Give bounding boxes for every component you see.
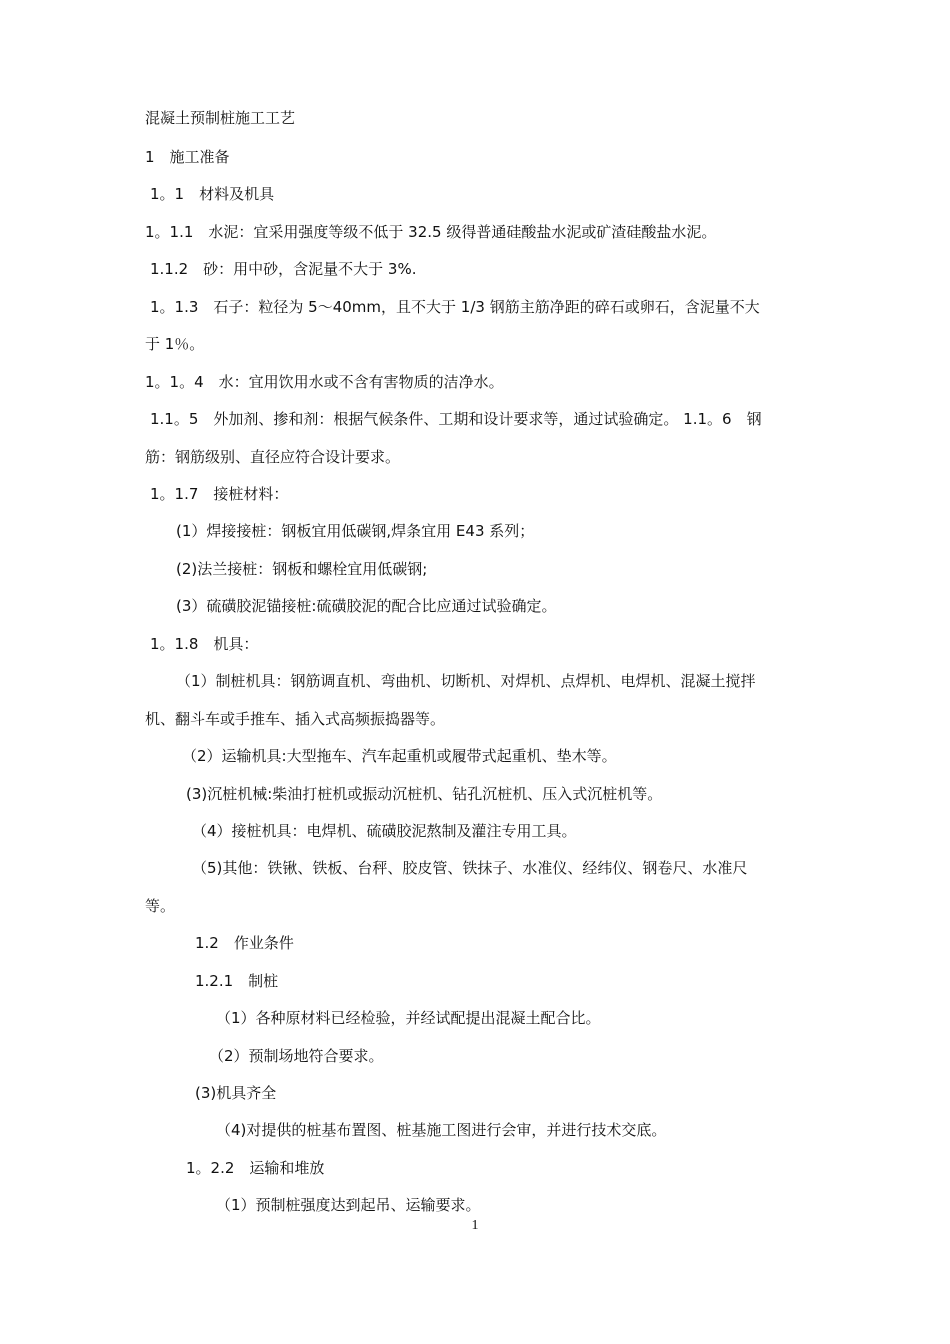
list-item: （1）预制桩强度达到起吊、运输要求。: [216, 1196, 481, 1214]
subsection-heading: 1。2.2 运输和堆放: [186, 1159, 325, 1177]
list-item: (3）硫磺胶泥锚接桩:硫磺胶泥的配合比应通过试验确定。: [176, 597, 557, 615]
paragraph-line: 筋：钢筋级别、直径应符合设计要求。: [145, 448, 401, 466]
list-item: （1）制桩机具：钢筋调直机、弯曲机、切断机、对焊机、点焊机、电焊机、混凝土搅拌: [176, 672, 756, 690]
paragraph-line: 1.1.2 砂：用中砂，含泥量不大于 3%.: [150, 260, 417, 278]
list-item: (3)沉桩机械:柴油打桩机或振动沉桩机、钻孔沉桩机、压入式沉桩机等。: [186, 785, 663, 803]
paragraph-line: 1.1。5 外加剂、掺和剂：根据气候条件、工期和设计要求等，通过试验确定。 1.1。6 钢: [150, 410, 762, 428]
list-item: （2）运输机具:大型拖车、汽车起重机或履带式起重机、垫木等。: [182, 747, 617, 765]
paragraph-line: 1。1.1 水泥：宜采用强度等级不低于 32.5 级得普通硅酸盐水泥或矿渣硅酸盐水泥。: [145, 223, 717, 241]
document-title: 混凝土预制桩施工工艺: [145, 109, 296, 127]
paragraph-line: 1。1。4 水：宜用饮用水或不含有害物质的洁净水。: [145, 373, 504, 391]
subsection-heading: 1。1 材料及机具: [150, 185, 275, 203]
paragraph-line: 1。1.8 机具：: [150, 635, 259, 653]
list-item: （2）预制场地符合要求。: [209, 1047, 384, 1065]
page-number: 1: [471, 1218, 479, 1233]
list-item: (1）焊接接桩：钢板宜用低碳钢,焊条宜用 E43 系列；: [176, 522, 535, 540]
paragraph-line: 1。1.7 接桩材料：: [150, 485, 289, 503]
list-item: (2)法兰接桩：钢板和螺栓宜用低碳钢;: [176, 560, 428, 578]
paragraph-line: 1。1.3 石子：粒径为 5～40mm，且不大于 1/3 钢筋主筋净距的碎石或卵石，含泥量不大: [150, 298, 760, 316]
paragraph-line: 等。: [145, 897, 176, 915]
list-item: （1）各种原材料已经检验，并经试配提出混凝土配合比。: [216, 1009, 601, 1027]
paragraph-line: 机、翻斗车或手推车、插入式高频振捣器等。: [145, 710, 446, 728]
subsection-heading: 1.2 作业条件: [195, 934, 294, 952]
list-item: （4）接桩机具：电焊机、硫磺胶泥熬制及灌注专用工具。: [192, 822, 577, 840]
list-item: (3)机具齐全: [195, 1084, 277, 1102]
subsection-heading: 1.2.1 制桩: [195, 972, 279, 990]
list-item: （5)其他：铁锹、铁板、台秤、胶皮管、铁抹子、水准仪、经纬仪、钢卷尺、水准尺: [192, 859, 748, 877]
list-item: （4)对提供的桩基布置图、桩基施工图进行会审，并进行技术交底。: [216, 1121, 667, 1139]
paragraph-line: 于 1％。: [145, 335, 205, 353]
section-heading: 1 施工准备: [145, 148, 230, 166]
